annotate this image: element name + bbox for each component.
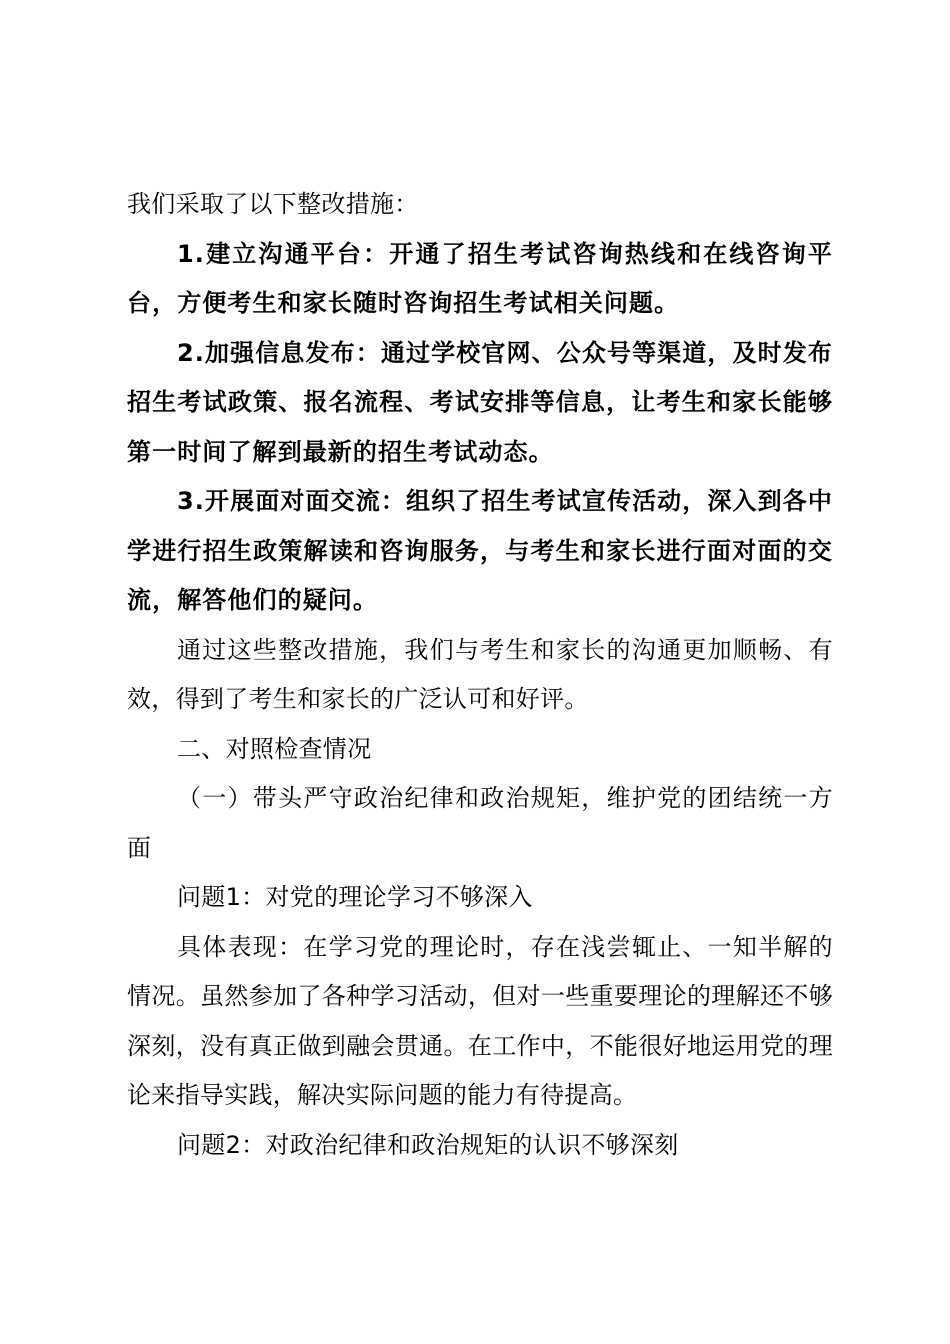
summary-paragraph: 通过这些整改措施，我们与考生和家长的沟通更加顺畅、有效，得到了考生和家长的广泛认可和好评。 bbox=[127, 635, 833, 713]
subsection-heading: （一）带头严守政治纪律和政治规矩，维护党的团结统一方面 bbox=[127, 784, 833, 862]
problem-2-title: 问题2：对政治纪律和政治规矩的认识不够深刻 bbox=[177, 1130, 679, 1159]
document-body bbox=[127, 180, 833, 1170]
measure-3-paragraph: 3.开展面对面交流：组织了招生考试宣传活动，深入到各中学进行招生政策解读和咨询服务，与考生和家长进行面对面的交流，解答他们的疑问。 bbox=[127, 487, 833, 614]
measure-2-paragraph: 2.加强信息发布：通过学校官网、公众号等渠道，及时发布招生考试政策、报名流程、考试安排等信息，让考生和家长能够第一时间了解到最新的招生考试动态。 bbox=[127, 338, 833, 466]
problem-1-title: 问题1：对党的理论学习不够深入 bbox=[177, 883, 533, 911]
problem-1-detail: 具体表现：在学习党的理论时，存在浅尝辄止、一知半解的情况。虽然参加了各种学习活动，但对一些重要理论的理解还不够深刻，没有真正做到融会贯通。在工作中，不能很好地运用党的理论来指导实践，解决实际问题的能力有待提高。 bbox=[127, 932, 833, 1109]
intro-paragraph: 我们采取了以下整改措施： bbox=[127, 190, 419, 218]
section-heading: 二、对照检查情况 bbox=[177, 734, 372, 763]
measure-1-paragraph: 1.建立沟通平台：开通了招生考试咨询热线和在线咨询平台，方便考生和家长随时咨询招生考试相关问题。 bbox=[127, 239, 833, 317]
